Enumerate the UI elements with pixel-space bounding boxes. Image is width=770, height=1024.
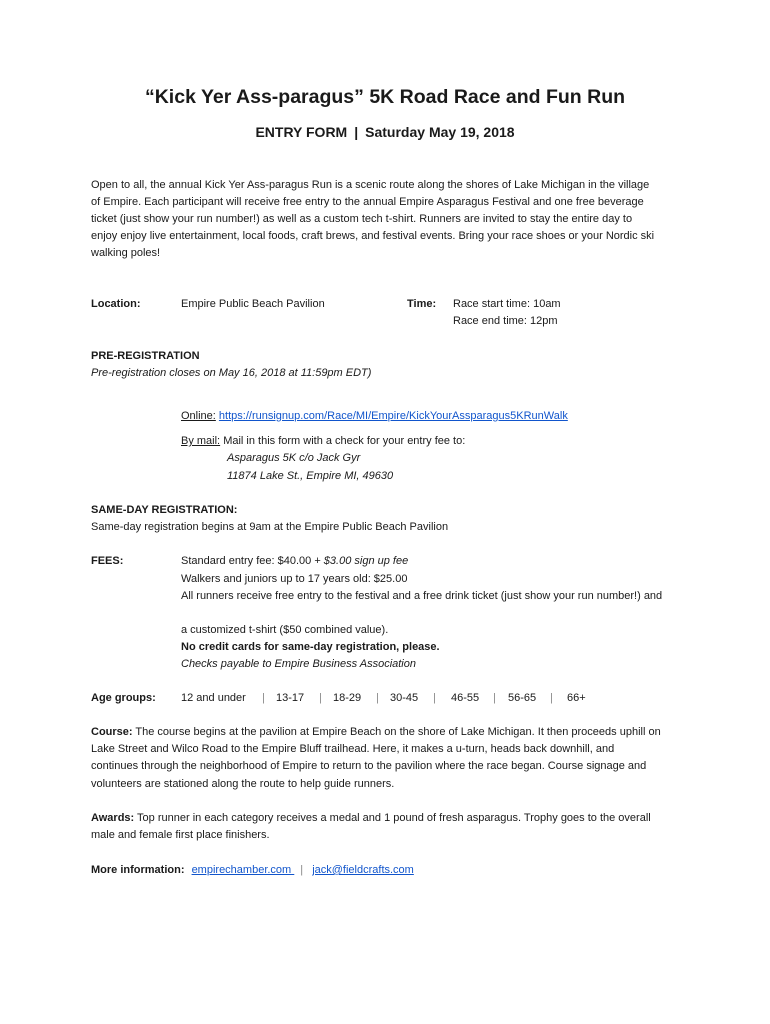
intro-line: of Empire. Each participant will receive free entry to the annual Empire Asparagus Festival and one free beverage [91,196,644,208]
document-title: “Kick Yer Ass-paragus” 5K Road Race and Fun Run [144,86,626,108]
document-subtitle [0,124,770,140]
intro-line: ticket (just show your run number!) as well as a custom tech t-shirt. Runners are invited to stay the entire day to [91,213,633,225]
preregistration-heading: PRE-REGISTRATION [91,350,200,362]
standard-fee-text: Standard entry fee: $40.00 + [181,555,324,567]
course-text: The course begins at the pavilion at Empire Beach on the shore of Lake Michigan. It then proceeds uphill on [132,726,661,738]
entry-form-label: ENTRY FORM [255,124,348,140]
checks-payable: Checks payable to Empire Business Association [181,658,416,670]
course-line-1 [91,724,661,741]
race-start-time: Race start time: 10am [453,298,561,310]
no-credit-cards: No credit cards for same-day registration, please. [181,641,440,653]
mail-instructions: Mail in this form with a check for your entry fee to: [223,435,466,447]
age-group-item: 56-65 [508,692,537,704]
location-label: Location: [91,298,141,310]
race-end-time: Race end time: 12pm [453,315,558,327]
age-groups-row: 12 and under | 13-17 | 18-29 | 30-45 | 46-55 | 56-65 | 66+ [0,690,770,707]
awards-line: male and female first place finishers. [91,829,270,841]
online-label: Online: [181,410,216,422]
empirechamber-link[interactable]: empirechamber.com [191,864,295,876]
course-label: Course: [91,726,133,738]
more-info-separator: | [300,864,304,876]
signup-fee-text: $3.00 sign up fee [323,555,409,567]
more-information [91,862,414,879]
location-value: Empire Public Beach Pavilion [181,298,325,310]
awards-text: Top runner in each category receives a medal and 1 pound of fresh asparagus. Trophy goes to the overall [134,812,651,824]
age-group-item: 18-29 [333,692,362,704]
age-group-item: 12 and under [181,692,246,704]
intro-paragraph [91,177,683,262]
all-runners-line-2: a customized t-shirt ($50 combined value). [181,624,389,636]
online-registration [181,408,568,425]
mail-address-line-2: 11874 Lake St., Empire MI, 49630 [227,470,394,482]
email-link[interactable]: jack@fieldcrafts.com [312,864,414,876]
mail-address-line-1: Asparagus 5K c/o Jack Gyr [227,452,361,464]
sameday-text: Same-day registration begins at 9am at the Empire Public Beach Pavilion [91,521,449,533]
age-group-item: 66+ [567,692,586,704]
age-group-item: 30-45 [390,692,419,704]
course-line: continues through the neighborhood of Empire to return to the pavilion where the race began. Course signage and [91,760,647,772]
sameday-heading: SAME-DAY REGISTRATION: [91,504,238,516]
online-registration-link[interactable]: https://runsignup.com/Race/MI/Empire/KickYourAssparagus5KRunWalk [218,410,568,422]
walkers-fee: Walkers and juniors up to 17 years old: $25.00 [181,573,408,585]
subtitle-separator: | [354,124,359,140]
course-line: Lake Street and Wilco Road to the Empire Bluff trailhead. Here, it makes a u-turn, heads back downhill, and [91,743,615,755]
course-line: volunteers are stationed along the route to help guide runners. [91,778,395,790]
awards-line-1 [91,810,651,827]
intro-line: walking poles! [91,247,161,259]
awards-label: Awards: [91,812,135,824]
standard-fee [181,553,408,570]
age-groups-label: Age groups: [91,692,156,704]
more-info-label: More information: [91,864,185,876]
fees-label: FEES: [91,555,124,567]
all-runners-line-1: All runners receive free entry to the festival and a free drink ticket (just show your run number!) and [181,590,663,602]
age-group-item: 13-17 [276,692,305,704]
preregistration-note: Pre-registration closes on May 16, 2018 at 11:59pm EDT) [91,367,372,379]
event-date: Saturday May 19, 2018 [365,124,515,140]
time-label: Time: [407,298,437,310]
intro-line: Open to all, the annual Kick Yer Ass-paragus Run is a scenic route along the shores of Lake Michigan in the village [91,179,650,191]
mail-label: By mail: [181,435,221,447]
age-group-item: 46-55 [451,692,480,704]
intro-line: enjoy enjoy live entertainment, local foods, craft brews, and festival events. Bring your race shoes or your Nordic ski [91,230,655,242]
mail-registration [181,433,465,450]
